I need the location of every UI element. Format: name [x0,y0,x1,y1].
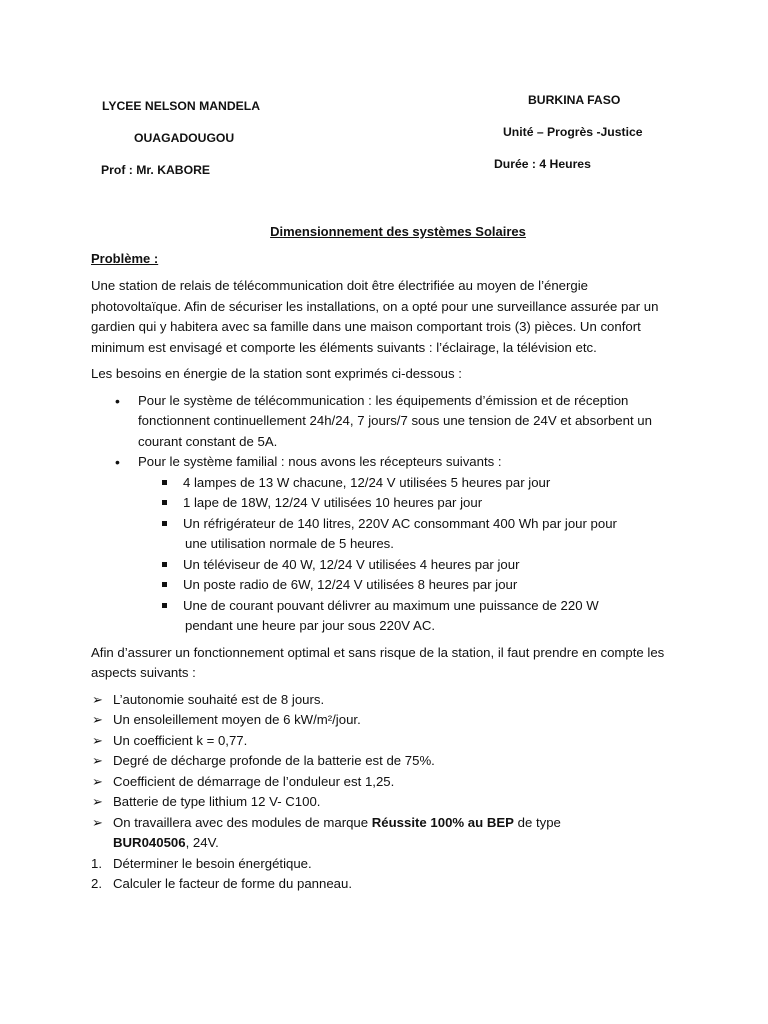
aspect-text: Coefficient de démarrage de l’onduleur est 1,25. [113,773,395,789]
square-bullet-icon [162,500,167,505]
exam-duration: Durée : 4 Heures [494,157,591,171]
school-city: OUAGADOUGOU [134,131,235,145]
list-item [138,596,681,637]
receiver-text: Un poste radio de 6W, 12/24 V utilisées 8 heures par jour [183,577,518,592]
receiver-text-continued: pendant une heure par jour sous 220V AC. [185,618,436,633]
square-bullet-icon [162,521,167,526]
list-item [91,690,681,711]
list-item [91,452,681,637]
country-motto: Unité – Progrès -Justice [503,125,643,139]
aspects-intro: Afin d’assurer un fonctionnement optimal et sans risque de la station, il faut prendre en compte les aspects suivants : [91,644,665,680]
arrow-bullet-icon: ➢ [92,753,103,768]
receiver-text: Un réfrigérateur de 140 litres, 220V AC consommant 400 Wh par jour pour [183,515,617,531]
bullet-icon: • [115,454,120,470]
receiver-text: Un téléviseur de 40 W, 12/24 V utilisées 4 heures par jour [183,556,520,572]
receiver-text-continued: une utilisation normale de 5 heures. [185,536,394,551]
list-item [91,874,681,895]
modules-prefix: On travaillera avec des modules de marque [113,814,372,830]
square-bullet-icon [162,562,167,567]
receivers-list [138,473,681,637]
square-bullet-icon [162,582,167,587]
list-item [91,751,681,772]
modules-suffix: , 24V. [185,835,219,850]
list-item [138,473,681,494]
list-item [91,710,681,731]
questions-list [91,854,681,895]
country-name: BURKINA FASO [528,93,621,107]
needs-intro: Les besoins en énergie de la station sont exprimés ci-dessous : [91,366,462,381]
list-item [91,391,681,453]
square-bullet-icon [162,480,167,485]
list-item [91,792,681,813]
list-item [91,854,681,875]
question-text: Calculer le facteur de forme du panneau. [113,876,352,891]
aspect-text: L’autonomie souhaité est de 8 jours. [113,691,325,707]
arrow-bullet-icon: ➢ [92,691,103,707]
list-item [91,813,681,854]
arrow-bullet-icon: ➢ [92,814,103,830]
needs-list [91,391,681,637]
question-number: 2. [91,876,102,891]
receiver-text: 4 lampes de 13 W chacune, 12/24 V utilisées 5 heures par jour [183,474,551,490]
list-item [138,514,681,555]
family-need: Pour le système familial : nous avons les récepteurs suivants : [138,454,502,469]
question-number: 1. [91,855,102,871]
arrow-bullet-icon: ➢ [92,794,103,809]
telecom-need: Pour le système de télécommunication : les équipements d’émission et de réception fonctionnent continuellement 24h/24, 7 jours/7 sous une tension de 24V et absorbent un courant constant de 5A. [138,392,652,449]
bullet-icon: • [115,392,120,409]
square-bullet-icon [162,603,167,608]
receiver-text: Une de courant pouvant délivrer au maximum une puissance de 220 W [183,597,599,613]
arrow-bullet-icon: ➢ [92,773,103,789]
problem-label: Problème : [91,251,159,266]
intro-paragraph: Une station de relais de télécommunication doit être électrifiée au moyen de l’énergie photovoltaïque. Afin de sécuriser les installations, on a opté pour une surveillance assurée par un gardien qui y habitera avec sa famille dans une maison comportant trois (3) pièces. Un confort minimum est envisagé et comporte les éléments suivants : l’éclairage, la télévision etc. [91,278,659,355]
document-title: Dimensionnement des systèmes Solaires [270,224,526,239]
list-item [91,731,681,752]
arrow-bullet-icon: ➢ [92,712,103,727]
aspect-text: Un ensoleillement moyen de 6 kW/m²/jour. [113,712,361,727]
modules-mid: de type [513,814,561,830]
aspect-text: Batterie de type lithium 12 V- C100. [113,794,321,809]
list-item [138,575,681,596]
list-item [138,493,681,514]
aspect-text: Degré de décharge profonde de la batterie est de 75%. [113,753,435,768]
question-text: Déterminer le besoin énergétique. [113,855,312,871]
aspect-text: Un coefficient k = 0,77. [113,732,248,748]
list-item [91,772,681,793]
aspects-list [91,690,681,854]
arrow-bullet-icon: ➢ [92,732,103,748]
list-item [138,555,681,576]
module-type: BUR040506 [113,835,186,850]
teacher-name: Prof : Mr. KABORE [101,163,211,177]
document-body [91,276,681,895]
receiver-text: 1 lape de 18W, 12/24 V utilisées 10 heures par jour [183,495,483,510]
school-name: LYCEE NELSON MANDELA [102,99,261,113]
module-brand: Réussite 100% au BEP [371,814,514,830]
